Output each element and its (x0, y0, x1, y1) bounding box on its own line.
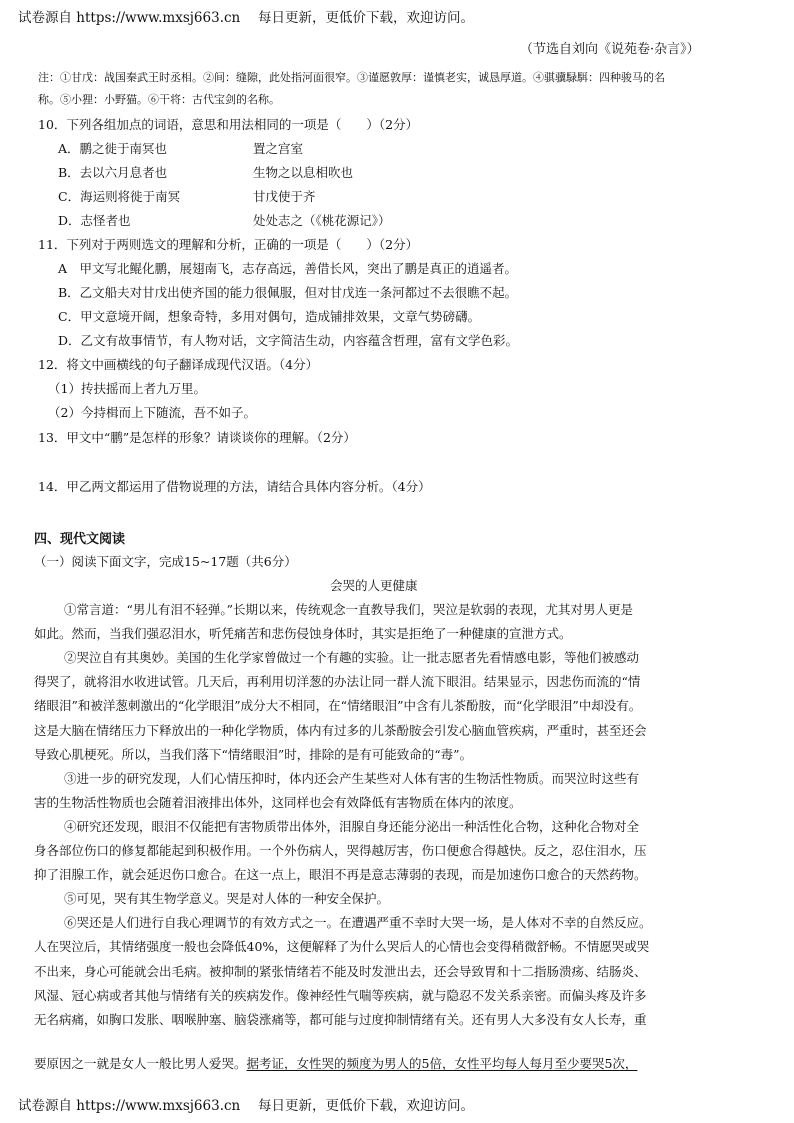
q10-option-d-pair: 处处志之（《桃花源记》） (253, 213, 391, 228)
article-line: ③进一步的研究发现，人们心情压抑时，体内还会产生某些对人体有害的生物活性物质。而哭泣时这些有 (64, 771, 640, 786)
article-line: 得哭了，就将泪水收进试管。几天后，再利用切洋葱的办法让同一群人流下眼泪。结果显示，因悲伤而流的“情 (34, 674, 641, 689)
article-line: 人在哭泣后，其情绪强度一般也会降低40%，这便解释了为什么哭后人的心情也会变得稍微舒畅。不情愿哭或哭 (34, 939, 650, 954)
question-12-stem: 12．将文中画横线的句子翻译成现代汉语。（4分） (38, 357, 319, 372)
article-line: 抑了泪腺工作，就会延迟伤口愈合。在这一点上，眼泪不再是意志薄弱的表现，而是加速伤口愈合的天然药物。 (34, 867, 647, 882)
article-line: ⑥哭还是人们进行自我心理调节的有效方式之一。在遭遇严重不幸时大哭一场，是人体对不幸的自然反应。 (64, 915, 652, 930)
page-footer: 试卷源自 https://www.mxsj663.cn 每日更新，更低价下载，欢迎访问。 (18, 1098, 475, 1114)
q12-item-1: （1）抟扶摇而上者九万里。 (48, 381, 206, 396)
article-line: 这是大脑在情绪压力下释放出的一种化学物质，体内有过多的儿茶酚胺会引发心脑血管疾病，严重时，甚至还会 (34, 723, 647, 738)
article-line: ②哭泣自有其奥妙。美国的生化学家曾做过一个有趣的实验。让一批志愿者先看情感电影，等他们被感动 (64, 650, 640, 665)
article-line: 风湿、冠心病或者其他与情绪有关的疾病发作。像神经性气喘等疾病，就与隐忍不发关系亲密。而偏头疼及许多 (34, 988, 647, 1003)
q10-option-a: A．鹏之徙于南冥也 (58, 141, 168, 156)
article-line: 绪眼泪”和被洋葱刺激出的“化学眼泪”成分大不相同，在“情绪眼泪”中含有儿茶酚胺，而“化学眼泪”中却没有。 (34, 698, 642, 713)
question-10-stem: 10．下列各组加点的词语，意思和用法相同的一项是（ ）（2分） (38, 117, 419, 132)
question-14: 14．甲乙两文都运用了借物说理的方法，请结合具体内容分析。（4分） (38, 479, 431, 494)
page-header: 试卷源自 https://www.mxsj663.cn 每日更新，更低价下载，欢迎访问。 (18, 10, 475, 26)
question-13: 13．甲文中“鹏”是怎样的形象？请谈谈你的理解。（2分） (38, 430, 356, 445)
article-line: 导致心肌梗死。所以，当我们落下“情绪眼泪”时，排除的是有可能致命的“毒”。 (34, 747, 473, 762)
section-subtitle: （一）阅读下面文字，完成15~17题（共6分） (34, 554, 297, 569)
q10-option-b: B．去以六月息者也 (58, 165, 168, 180)
article-line: 不出来，身心可能就会出毛病。被抑制的紧张情绪若不能及时发泄出去，还会导致胃和十二指肠溃疡、结肠炎、 (34, 964, 647, 979)
q11-option-a: A 甲文写北鲲化鹏，展翅南飞，志存高远，善借长风，突出了鹏是真正的逍遥者。 (58, 261, 518, 276)
section-title: 四、现代文阅读 (34, 532, 126, 547)
q10-option-c-pair: 甘戊使于齐 (253, 189, 316, 204)
article-line: 害的生物活性物质也会随着泪液排出体外，这同样也会有效降低有害物质在体内的浓度。 (34, 795, 522, 810)
article-last-line (34, 1056, 637, 1072)
article-line: 身各部位伤口的修复都能起到积极作用。一个外伤病人，哭得越厉害，伤口便愈合得越快。反之，忍住泪水，压 (34, 843, 647, 858)
q10-option-d: D．志怪者也 (58, 213, 131, 228)
underlined-sentence: 据考证，女性哭的频度为男人的5倍，女性平均每人每月至少要哭5次， (246, 1056, 638, 1071)
q10-option-c: C．海运则将徙于南冥 (58, 189, 181, 204)
question-11-stem: 11．下列对于两则选文的理解和分析，正确的一项是（ ）（2分） (38, 237, 419, 252)
q11-option-b: B．乙文船夫对甘戊出使齐国的能力很佩服，但对甘戊连一条河都过不去很瞧不起。 (58, 285, 518, 300)
q10-option-b-pair: 生物之以息相吹也 (253, 165, 354, 180)
q11-option-d: D．乙文有故事情节，有人物对话，文字简洁生动，内容蕴含哲理，富有文学色彩。 (58, 333, 519, 348)
article-line: ④研究还发现，眼泪不仅能把有害物质带出体外，泪腺自身还能分泌出一种活性化合物，这种化合物对全 (64, 819, 640, 834)
q11-option-c: C．甲文意境开阔，想象奇特，多用对偶句，造成铺排效果，文章气势磅礴。 (58, 309, 481, 324)
article-line: 如此。然而，当我们强忍泪水，听凭痛苦和悲伤侵蚀身体时，其实是拒绝了一种健康的宣泄方式。 (34, 626, 572, 641)
article-line: ⑤可见，哭有其生物学意义。哭是对人体的一种安全保护。 (64, 891, 390, 906)
q12-item-2: （2）今持楫而上下随流，吾不如子。 (48, 405, 256, 420)
article-title: 会哭的人更健康 (330, 578, 418, 593)
note-line-2: 称。⑤小狸：小野猫。⑥干将：古代宝剑的名称。 (38, 93, 280, 106)
note-line-1: 注：①甘戊：战国秦武王时丞相。②间：缝隙，此处指河面很窄。③谨愿敦厚：谨慎老实，诚恳厚道。④骐骥騄駬：四种骏马的名 (38, 71, 665, 84)
q10-option-a-pair: 置之宫室 (253, 141, 304, 156)
article-last-line-plain: 要原因之一就是女人一般比男人爱哭。 (34, 1056, 247, 1071)
source-attribution: （节选自刘向《说苑卷·杂言》） (520, 42, 700, 57)
article-line: 无名病痛，如胸口发胀、咽喉肿塞、脑袋涨痛等，都可能与过度抑制情绪有关。还有男人大多没有女人长寿，重 (34, 1012, 647, 1027)
article-line: ①常言道：“男儿有泪不轻弹。”长期以来，传统观念一直教导我们，哭泣是软弱的表现，尤其对男人更是 (64, 602, 634, 617)
